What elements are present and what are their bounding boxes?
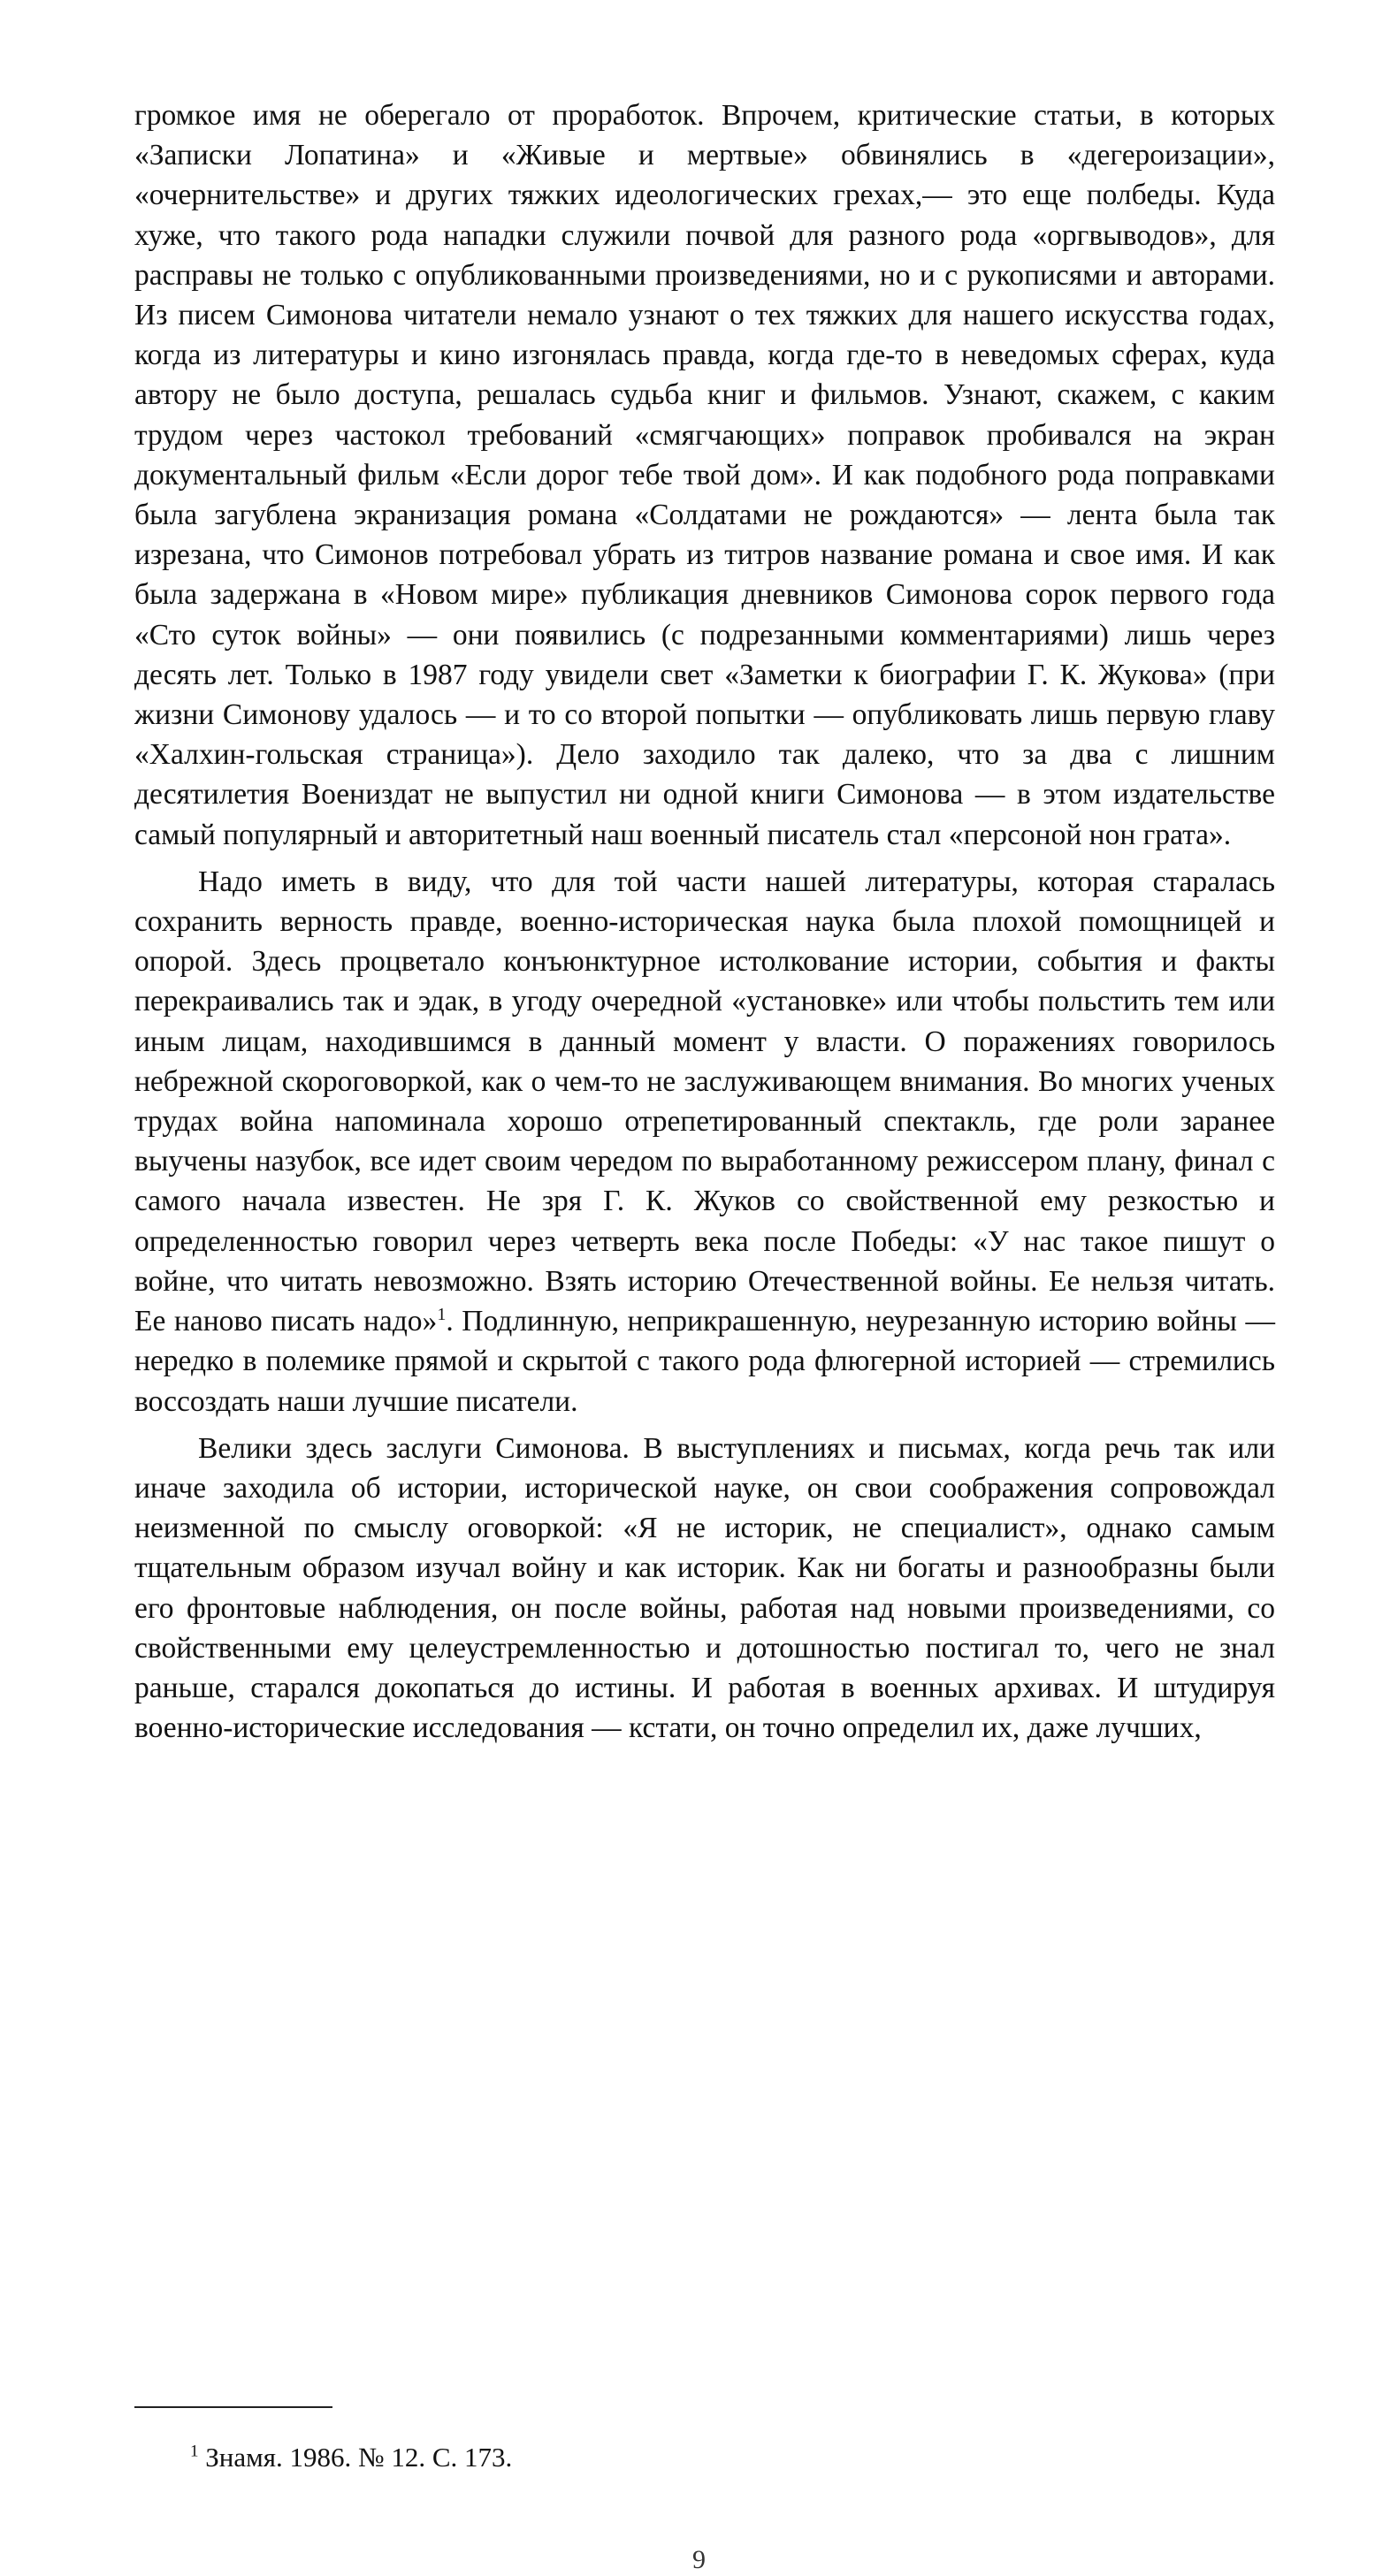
paragraph-2: [134, 862, 1275, 1421]
paragraph-3-text: Велики здесь заслуги Симонова. В выступлениях и письмах, когда речь так или иначе заходила об истории, исторической науке, он свои соображения сопровождал неизменной по смыслу оговоркой: «Я не историк, не специалист», однако самым тщательным образом изучал войну и как историк. Как ни богаты и разнообразны были его фронтовые наблюдения, он после войны, работая над новыми произведениями, со свойственными ему целеустремленностью и дотошностью постигал то, чего не знал раньше, старался докопаться до истины. И работая в военных архивах. И штудируя военно-исторические исследования — кстати, он точно определил их, даже лучших,: [134, 1431, 1275, 1745]
paragraph-1-text: громкое имя не оберегало от проработок. Впрочем, критические статьи, в которых «Записки Лопатина» и «Живые и мертвые» обвинялись в «дегероизации», «очернительстве» и других тяжких идеологических грехах,— это еще полбеды. Куда хуже, что такого рода нападки служили почвой для разного рода «оргвыводов», для расправы не только с опубликованными произведениями, но и с рукописями и авторами. Из писем Симонова читатели немало узнают о тех тяжких для нашего искусства годах, когда из литературы и кино изгонялась правда, когда где-то в неведомых сферах, куда автору не было доступа, решалась судьба книг и фильмов. Узнают, скажем, с каким трудом через частокол требований «смягчающих» поправок пробивался на экран документальный фильм «Если дорог тебе твой дом». И как подобного рода поправками была загублена экранизация романа «Солдатами не рождаются» — лента была так изрезана, что Симонов потребовал убрать из титров название романа и свое имя. И как была задержана в «Новом мире» публикация дневников Симонова сорок первого года «Сто суток войны» — они появились (с подрезанными комментариями) лишь через десять лет. Только в 1987 году увидели свет «Заметки к биографии Г. К. Жукова» (при жизни Симонову удалось — и то со второй попытки — опубликовать лишь первую главу «Халхин-гольская страница»). Дело заходило так далеко, что за два с лишним десятилетия Воениздат не выпустил ни одной книги Симонова — в этом издательстве самый популярный и авторитетный наш военный писатель стал «персоной нон грата».: [134, 99, 1275, 851]
footnote-text: Знамя. 1986. № 12. С. 173.: [205, 2442, 513, 2473]
paragraph-2-text-continued: . Подлинную, неприкрашенную, неурезанную историю войны — нередко в полемике прямой и скрытой с такого рода флюгерной историей — стремились воссоздать наши лучшие писатели.: [134, 1305, 1275, 1418]
footnote-divider: [134, 2406, 332, 2408]
main-text: [134, 95, 1275, 1755]
footnote: [190, 2440, 512, 2475]
footnote-reference: 1: [437, 1304, 447, 1324]
paragraph-1: [134, 95, 1275, 855]
footnote-marker: 1: [190, 2442, 199, 2461]
paragraph-2-text: Надо иметь в виду, что для той части нашей литературы, которая старалась сохранить верность правде, военно-историческая наука была плохой помощницей и опорой. Здесь процветало конъюнктурное истолкование истории, события и факты перекраивались так и эдак, в угоду очередной «установке» или чтобы польстить тем или иным лицам, находившимся в данный момент у власти. О поражениях говорилось небрежной скороговоркой, как о чем-то не заслуживающем внимания. Во многих ученых трудах война напоминала хорошо отрепетированный спектакль, где роли заранее выучены назубок, все идет своим чередом по выработанному режиссером плану, финал с самого начала известен. Не зря Г. К. Жуков со свойственной ему резкостью и определенностью говорил через четверть века после Победы: «У нас такое пишут о войне, что читать невозможно. Взять историю Отечественной войны. Ее нельзя читать. Ее наново писать надо»: [134, 865, 1275, 1338]
page-number: 9: [692, 2545, 706, 2574]
paragraph-3: [134, 1429, 1275, 1749]
